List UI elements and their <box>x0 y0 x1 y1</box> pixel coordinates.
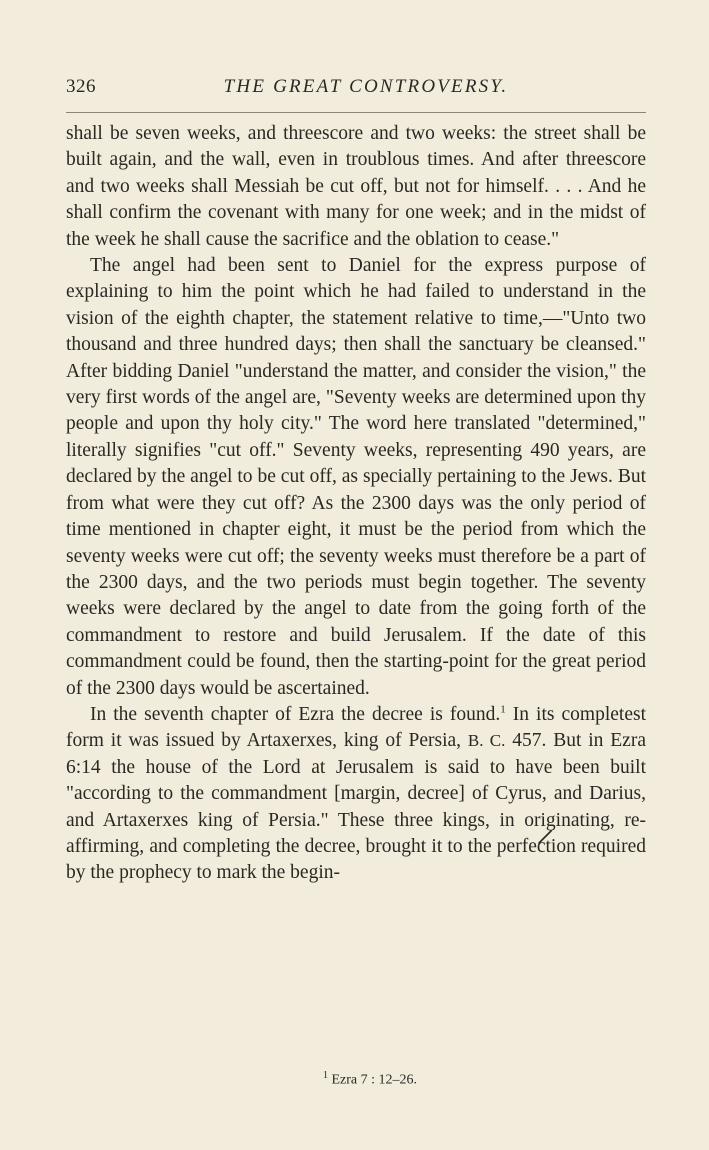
paragraph-text-start: In the seventh chapter of Ezra the decree is found. <box>90 703 501 725</box>
paragraph-angel-explanation: The angel had been sent to Daniel for the express purpose of explaining to him the point which he had failed to understand in the vision of the eighth chapter, the statement relative to time,—"Unto two thousand and three hundred days; then shall the sanctuary be cleansed." After bidding Daniel "understand the matter, and consider the vision," the very first words of the angel are, "Seventy weeks are determined upon thy people and upon thy holy city." The word here translated "determined," literally signifies "cut off." Seventy weeks, representing 490 years, are declared by the angel to be cut off, as specially pertaining to the Jews. But from what were they cut off? As the 2300 days was the only period of time mentioned in chapter eight, it must be the period from which the seventy weeks were cut off; the seventy weeks must therefore be a part of the 2300 days, and the two periods must begin together. The seventy weeks were declared by the angel to date from the going forth of the commandment to restore and build Jerusalem. If the date of this commandment could be found, then the starting-point for the great period of the 2300 days would be ascertained. <box>66 255 646 699</box>
footnote <box>66 1070 660 1089</box>
era-abbreviation: B. C. <box>467 731 506 751</box>
paragraph-text-mid: In its completest form it was issued by Artaxerxes, king of Persia, <box>66 703 646 752</box>
paragraph-text-end: 457. But in Ezra 6:14 the house of the Lord at Jerusalem is said to have been built "according to the commandment [margin, decree] of Cyrus, and Darius, and Artaxerxes king of Persia." These three kings, in originating, re-affirming, and completing the decree, brought it to the perfection required by the prophecy to mark the begin- <box>66 730 646 884</box>
paragraph-ezra-decree <box>66 702 646 887</box>
pen-stroke-mark-icon <box>537 829 553 845</box>
footnote-text: Ezra 7 : 12–26. <box>331 1072 418 1088</box>
body-text <box>66 121 646 887</box>
page-header <box>66 76 646 100</box>
header-rule <box>66 112 646 113</box>
running-title: THE GREAT CONTROVERSY. <box>223 76 509 97</box>
footnote-marker: 1 <box>322 1070 328 1081</box>
page-number: 326 <box>66 76 96 97</box>
footnote-reference: 1 <box>500 703 506 716</box>
paragraph-continued: shall be seven weeks, and threescore and two weeks: the street shall be built again, and the wall, even in troublous times. And after threescore and two weeks shall Messiah be cut off, but not for himself. . . . And he shall confirm the covenant with many for one week; and in the midst of the week he shall cause the sacrifice and the oblation to cease." <box>66 123 646 250</box>
